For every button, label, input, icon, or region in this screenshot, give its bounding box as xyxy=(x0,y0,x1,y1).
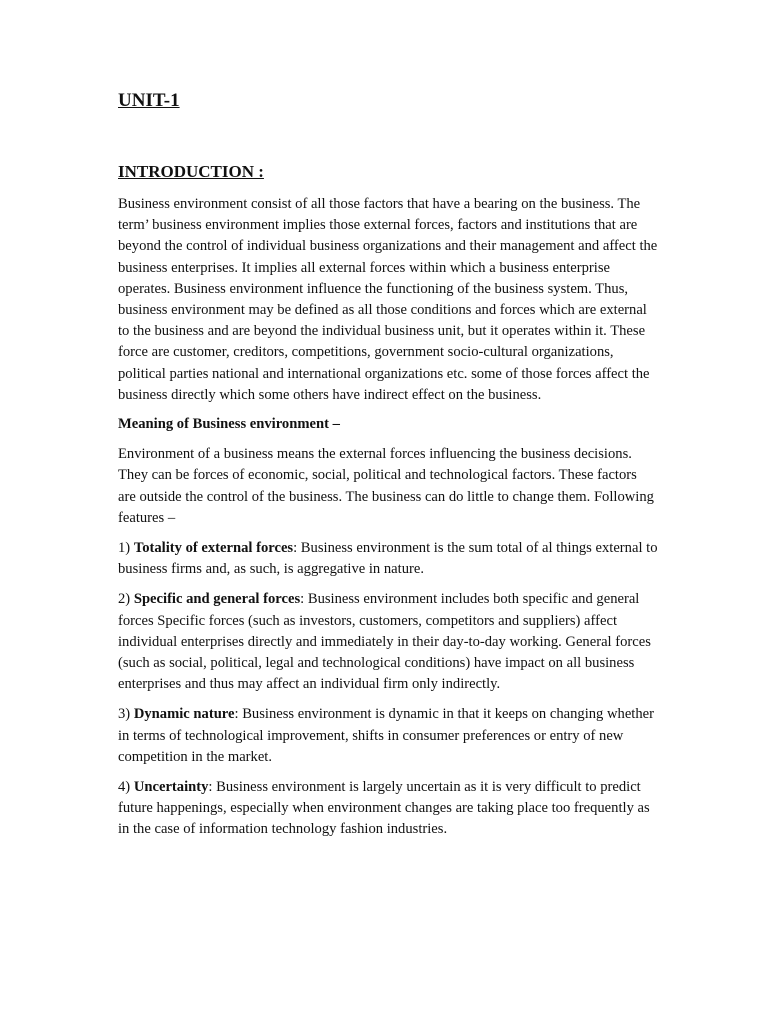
feature-item xyxy=(118,777,658,841)
feature-number: 4) xyxy=(118,779,131,796)
feature-text: : Business environment is the sum total of al things external to business firms and, as such, is aggregative in nature. xyxy=(118,540,658,578)
document-page xyxy=(118,86,658,841)
feature-text: : Business environment includes both specific and general forces Specific forces (such as investors, customers, competitors and suppliers) affect individual enterprises directly and immediately in their day-to-day working. General forces (such as social, political, legal and technological conditions) have impact on all business enterprises and thus may affect an individual firm only indirectly. xyxy=(118,591,651,693)
section-title: INTRODUCTION : xyxy=(118,162,264,181)
environment-paragraph: Environment of a business means the external forces influencing the business decisions. They can be forces of economic, social, political and technological factors. These factors are outside the control of the business. The business can do little to change them. Following features – xyxy=(118,446,654,526)
feature-term: Totality of external forces xyxy=(133,540,294,557)
feature-item xyxy=(118,538,658,580)
unit-title: UNIT-1 xyxy=(118,90,180,111)
feature-item xyxy=(118,704,658,768)
feature-item xyxy=(118,589,658,695)
feature-number: 2) xyxy=(118,591,131,608)
feature-text: : Business environment is dynamic in that it keeps on changing whether in terms of technological improvement, shifts in consumer preferences or entry of new competition in the market. xyxy=(118,706,654,765)
feature-term: Dynamic nature xyxy=(133,706,235,723)
feature-text: : Business environment is largely uncertain as it is very difficult to predict future happenings, especially when environment changes are taking place too frequently as in the case of information technology fashion industries. xyxy=(118,779,650,838)
feature-term: Uncertainty xyxy=(133,779,209,796)
meaning-heading: Meaning of Business environment – xyxy=(118,416,340,433)
feature-number: 1) xyxy=(118,540,131,557)
feature-term: Specific and general forces xyxy=(133,591,301,608)
intro-paragraph: Business environment consist of all those factors that have a bearing on the business. The term’ business environment implies those external forces, factors and institutions that are beyond the control of individual business organizations and their management and affect the business enterprises. It implies all external forces within which a business enterprise operates. Business environment influence the functioning of the business system. Thus, business environment may be defined as all those conditions and forces which are external to the business and are beyond the individual business unit, but it operates within it. These force are customer, creditors, competitions, government socio-cultural organizations, political parties national and international organizations etc. some of those forces affect the business directly which some others have indirect effect on the business. xyxy=(118,196,658,403)
feature-number: 3) xyxy=(118,706,131,723)
